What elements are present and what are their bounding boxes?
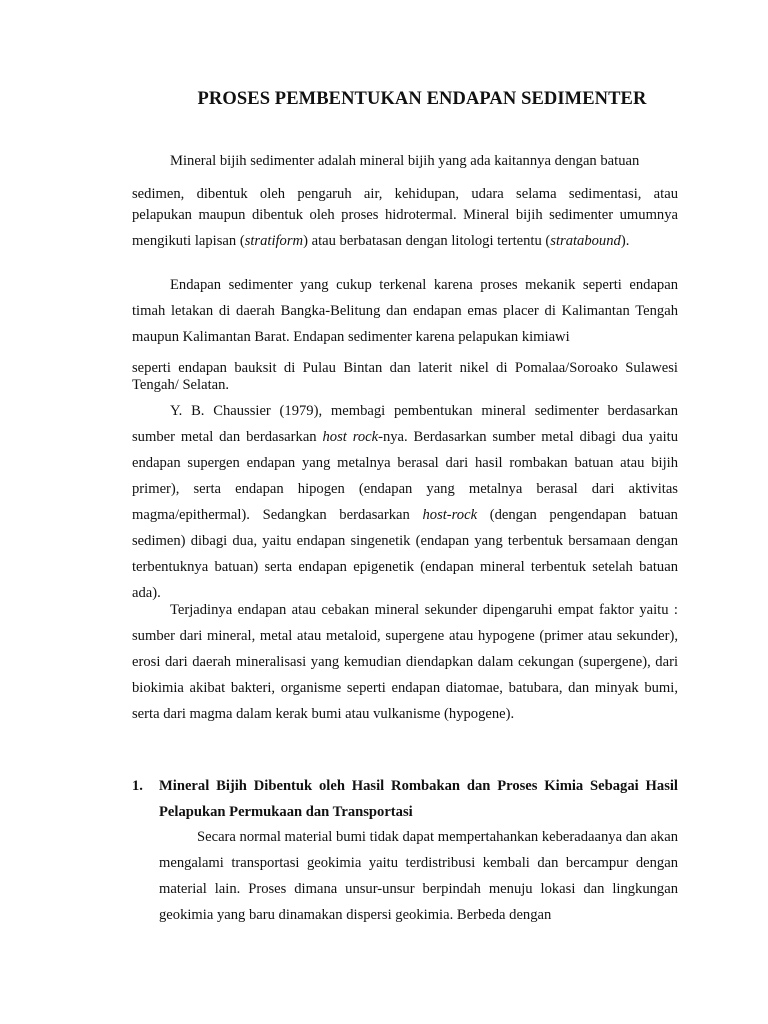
document-title: PROSES PEMBENTUKAN ENDAPAN SEDIMENTER — [197, 89, 647, 109]
paragraph-1-text-c: ). — [620, 233, 630, 249]
paragraph-3-text — [132, 398, 678, 606]
paragraph-2-part-a: Endapan sedimenter yang cukup terkenal karena proses mekanik seperti endapan timah letakan di daerah Bangka-Belitung dan endapan emas placer di Kalimantan Tengah maupun Kalimantan Barat. Endapan sedimenter karena pelapukan kimiawi — [132, 277, 678, 345]
term-stratabound: stratabound — [550, 233, 621, 249]
paragraph-3-text-c: (dengan pengendapan batuan sedimen) dibagi dua, yaitu endapan singenetik (endapan yang terbentuk bersamaan dengan terbentuknya batuan) serta endapan epigenetik (endapan mineral terbentuk setelah batuan ada). — [132, 507, 678, 601]
paragraph-1-line-2: sedimen, dibentuk oleh pengaruh air, kehidupan, udara selama sedimentasi, atau — [132, 186, 678, 202]
paragraph-3-text-a: Y. B. Chaussier (1979), membagi pembentukan mineral sedimenter berdasarkan sumber metal dan berdasarkan — [132, 403, 678, 445]
paragraph-4-text: Terjadinya endapan atau cebakan mineral sekunder dipengaruhi empat faktor yaitu : sumber dari mineral, metal atau metaloid, supergene atau hypogene (primer atau sekunder), erosi dari daerah mineralisasi yang kemudian diendapkan dalam cekungan (supergene), dari biokimia akibat bakteri, organisme seperti endapan diatomae, batubara, dan minyak bumi, serta dari magma dalam kerak bumi atau vulkanisme (hypogene). — [132, 602, 678, 722]
section-1-heading — [132, 773, 678, 825]
paragraph-2-part-b: seperti endapan bauksit di Pulau Bintan dan laterit nikel di Pomalaa/Soroako Sulawesi Tengah/ Selatan. — [132, 360, 678, 393]
paragraph-2 — [132, 272, 678, 394]
paragraph-1 — [132, 148, 678, 254]
section-1-title: Mineral Bijih Dibentuk oleh Hasil Rombakan dan Proses Kimia Sebagai Hasil Pelapukan Permukaan dan Transportasi — [159, 778, 678, 820]
paragraph-1-line-1: Mineral bijih sedimenter adalah mineral bijih yang ada kaitannya dengan batuan — [170, 153, 640, 169]
term-host-rock-2: host-rock — [422, 507, 478, 523]
term-stratiform: stratiform — [244, 233, 304, 249]
paragraph-3-text-b: -nya. Berdasarkan sumber metal dibagi dua yaitu endapan supergen endapan yang metalnya berasal dari hasil rombakan batuan atau bijih primer), serta endapan hipogen (endapan yang metalnya berasal dari aktivitas magma/epithermal). Sedangkan berdasarkan — [132, 429, 679, 523]
paragraph-4 — [132, 597, 678, 727]
paragraph-1-text-b: ) atau berbatasan dengan litologi tertentu ( — [303, 233, 551, 249]
paragraph-3 — [132, 398, 678, 606]
paragraph-1-rest — [132, 202, 678, 254]
term-host-rock: host rock — [322, 429, 379, 445]
section-1-number: 1. — [132, 778, 143, 794]
paragraph-1-text-a: pelapukan maupun dibentuk oleh proses hidrotermal. Mineral bijih sedimenter umumnya mengikuti lapisan ( — [132, 207, 678, 249]
section-1-paragraph-1: Secara normal material bumi tidak dapat mempertahankan keberadaanya dan akan mengalami transportasi geokimia yaitu terdistribusi kembali dan bercampur dengan material lain. Proses dimana unsur-unsur berpindah menuju lokasi dan lingkungan geokimia yang baru dinamakan dispersi geokimia. Berbeda dengan — [159, 829, 678, 923]
